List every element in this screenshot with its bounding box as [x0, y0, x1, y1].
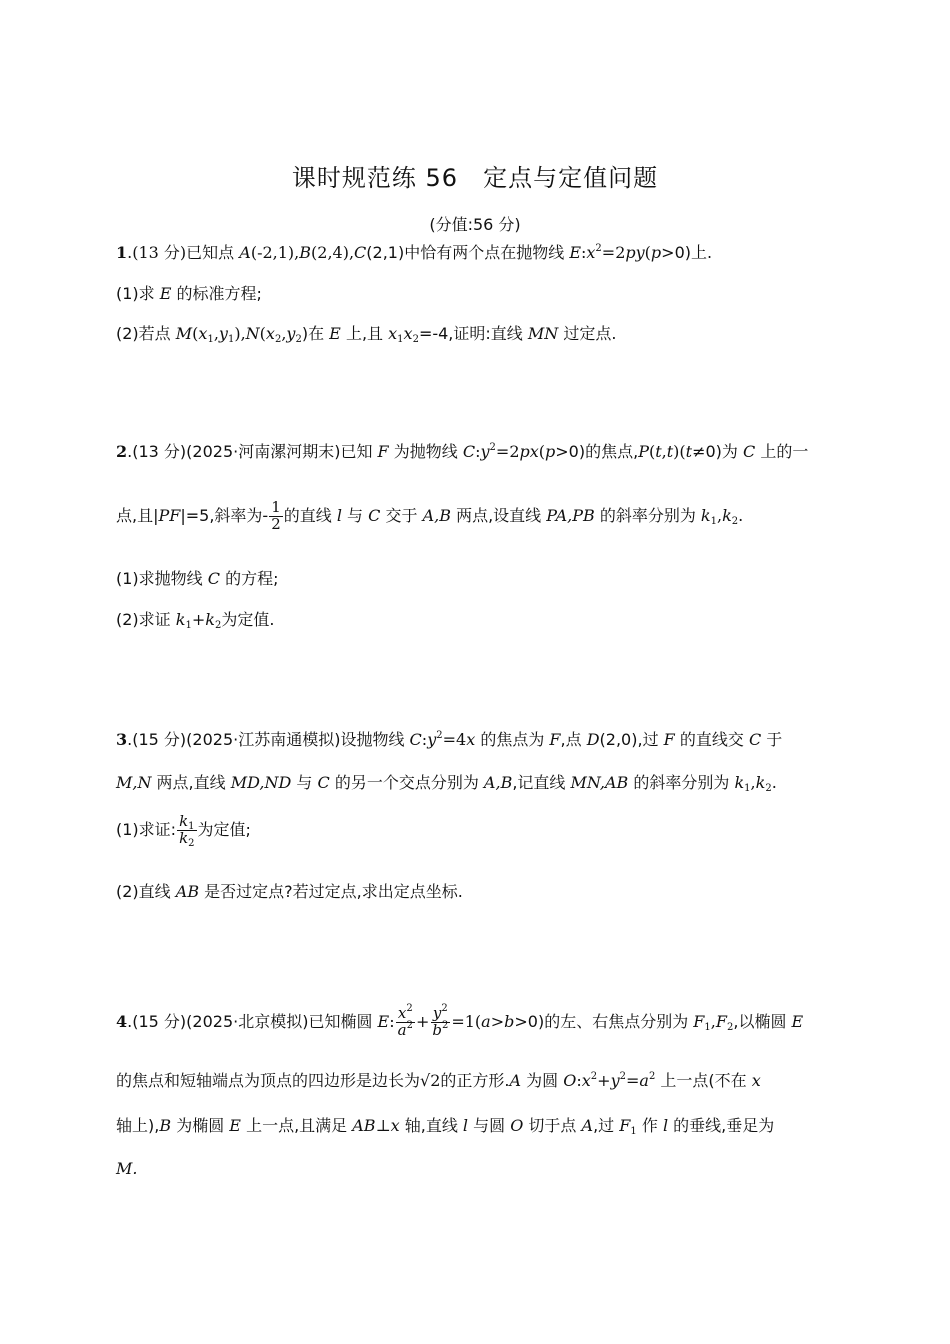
problem-3-stem-line-1: 3.(15 分)(2025·江苏南通模拟)设抛物线 $C:y^2=4x$ 的焦点为 F,点 D(2,0),过 F 的直线交 C 于 — [116, 730, 783, 749]
problem-3-stem-line-2: M,N 两点,直线 MD,ND 与 C 的另一个交点分别为 A,B,记直线 MN,AB 的斜率分别为 $k_1,k_2$. — [116, 773, 777, 794]
problem-3-part-2: (2)直线 AB 是否过定点?若过定点,求出定点坐标. — [116, 882, 463, 901]
problem-2-part-2: (2)求证 $k_1+k_2$为定值. — [116, 610, 275, 631]
score-note: (分值:56 分) — [429, 215, 521, 234]
problem-4-stem-line-4: M. — [116, 1159, 138, 1178]
problem-1-part-2: (2)若点 $M(x_1,y_1),N(x_2,y_2)$在 E 上,且 $x_1x_2=-4$,证明:直线 MN 过定点. — [116, 324, 617, 345]
problem-2-stem-line-1: 2.(13 分)(2025·河南漯河期末)已知 F 为抛物线 $C:y^2=2px(p>0)$的焦点,P(t,t)(t≠0)为 C 上的一 — [116, 442, 809, 461]
fraction-k1-over-k2: $\frac{k_1}{k_2}$ — [179, 812, 195, 849]
fraction-one-half: $\frac{1}{2}$ — [271, 498, 281, 533]
problem-2-stem-line-2: 点,且|PF|=5,斜率为- $\frac{1}{2}$ 的直线 l 与 C 交于 A,B 两点,设直线 PA,PB 的斜率分别为 $k_1,k_2$. — [116, 498, 744, 533]
problem-1-part-1: (1)求 E 的标准方程; — [116, 284, 262, 303]
fraction-y2-over-b2: $\frac{y^2}{b^2}$ — [432, 1003, 449, 1039]
problem-2-part-1: (1)求抛物线 C 的方程; — [116, 569, 279, 588]
page-title: 课时规范练 56 定点与定值问题 — [291, 164, 659, 192]
problem-3-part-1: (1)求证: $\frac{k_1}{k_2}$ 为定值; — [116, 812, 251, 849]
problem-1-stem: 1.(13 分)已知点 A(-2,1),B(2,4),C(2,1)中恰有两个点在抛物线 $E:x^2=2py(p>0)$上. — [116, 243, 713, 262]
fraction-x2-over-a2: $\frac{x^2}{a^2}$ — [397, 1003, 413, 1039]
problem-4-stem-line-1: 4.(15 分)(2025·北京模拟)已知椭圆 E: $\frac{x^2}{a^2}$ + $\frac{y^2}{b^2}$ =1(a>b>0)的左、右焦点分别为 $F_1,F_2$,以椭圆 E — [116, 1003, 804, 1039]
problem-4-stem-line-2: 的焦点和短轴端点为顶点的四边形是边长为√2的正方形.A 为圆 $O:x^2+y^2=a^2$ 上一点(不在 x — [116, 1071, 761, 1090]
problem-4-stem-line-3: 轴上),B 为椭圆 E 上一点,且满足 AB⊥x 轴,直线 l 与圆 O 切于点 A,过 $F_1$ 作 l 的垂线,垂足为 — [116, 1116, 775, 1137]
